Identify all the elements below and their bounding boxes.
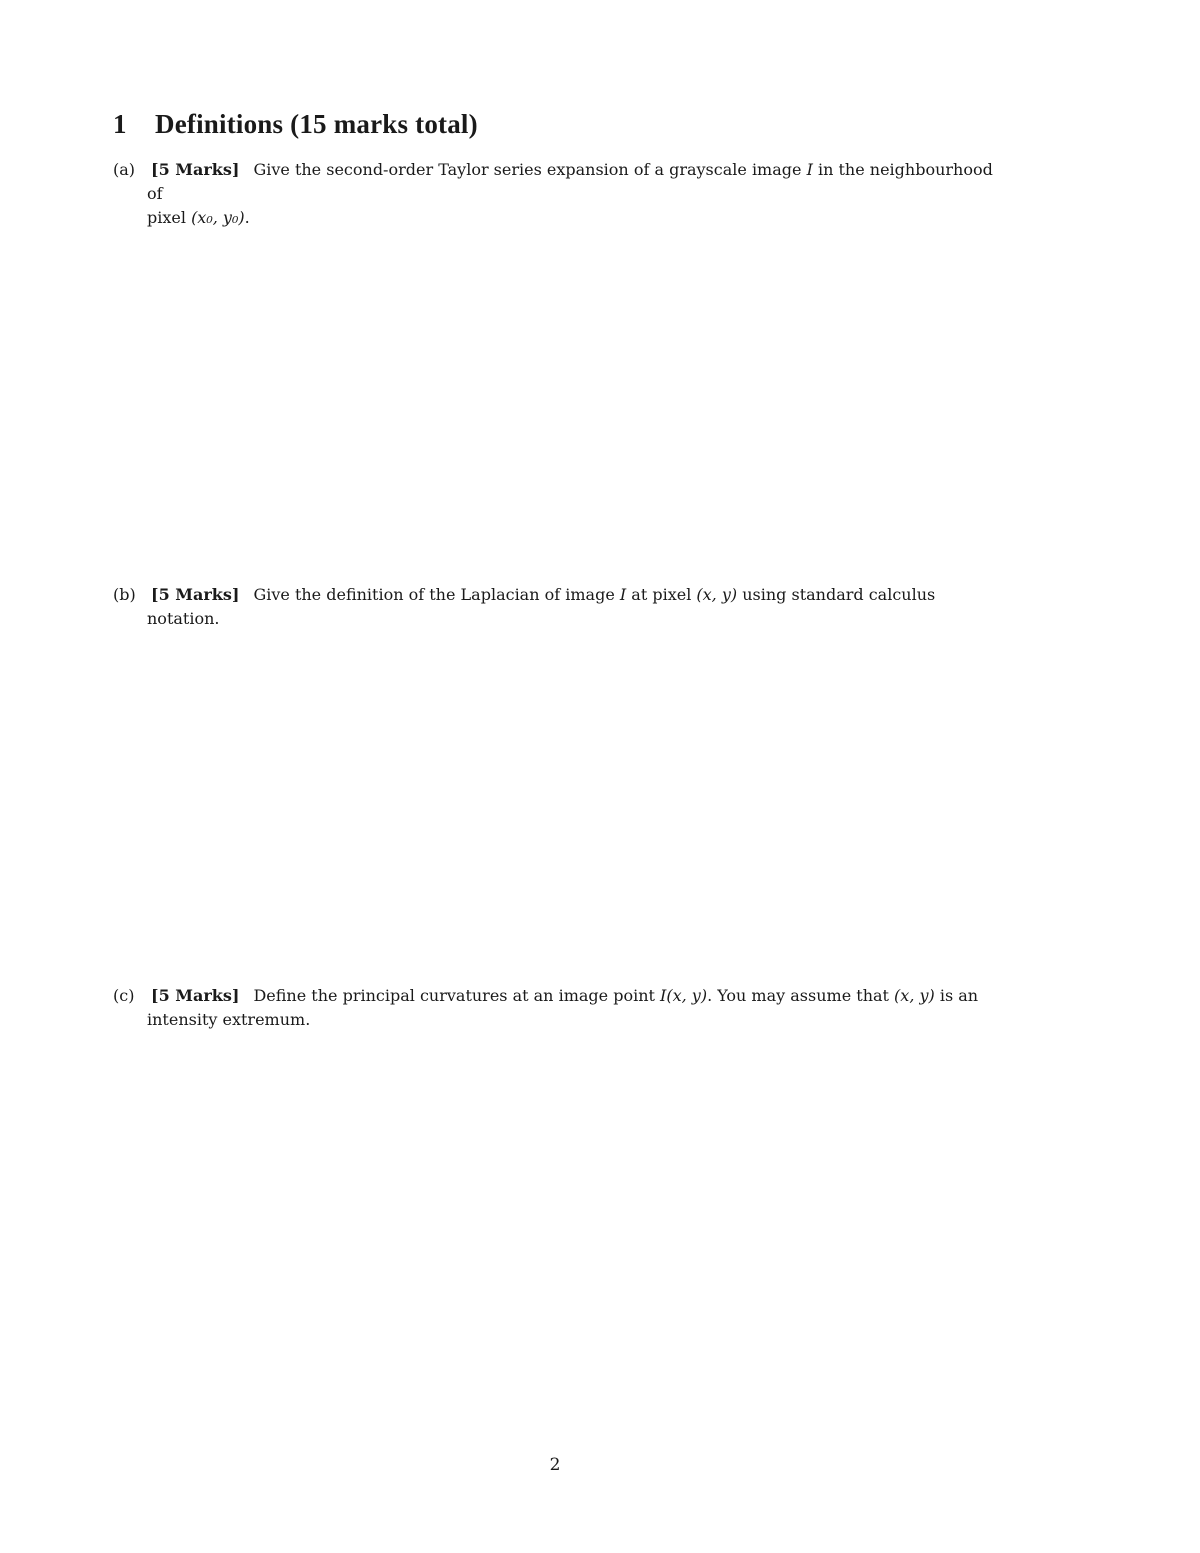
question-text-part: at pixel [626, 585, 697, 604]
question-text-part: . [244, 208, 250, 227]
math-expression: I(x, y) [660, 986, 708, 1005]
question-text-part: Define the principal curvatures at an image point [253, 986, 661, 1005]
section-number: 1 [113, 109, 127, 139]
question-text-part: in the neighbourhood of [147, 160, 993, 203]
question-text [147, 984, 1003, 1032]
math-symbol: I [619, 585, 627, 604]
question-text [147, 583, 1003, 631]
math-expression: (x, y) [894, 986, 935, 1005]
question-c [113, 984, 1003, 1032]
question-text-part: Give the second-order Taylor series expansion of a grayscale image [253, 160, 807, 179]
question-text-continuation: intensity extremum. [147, 1010, 311, 1029]
section-heading [113, 106, 478, 142]
question-text-part: is an [934, 986, 979, 1005]
question-text [147, 158, 1003, 230]
question-text-part: . You may assume that [707, 986, 895, 1005]
marks-badge: [5 Marks] [151, 585, 240, 604]
math-expression: (x, y) [696, 585, 738, 604]
math-expression: (x₀, y₀) [191, 208, 245, 227]
question-text-part: using standard calculus notation. [147, 585, 936, 628]
question-label: (a) [113, 160, 136, 179]
question-text-part: pixel [147, 208, 192, 227]
math-symbol: I [806, 160, 813, 179]
question-label: (b) [113, 585, 136, 604]
page-number: 2 [549, 1455, 561, 1475]
marks-badge: [5 Marks] [151, 160, 240, 179]
question-text-part: Give the definition of the Laplacian of image [253, 585, 620, 604]
marks-badge: [5 Marks] [151, 986, 240, 1005]
section-title: Definitions (15 marks total) [155, 109, 478, 139]
question-text-continuation [147, 206, 1003, 230]
question-b [113, 583, 1003, 631]
question-a [113, 158, 1003, 230]
question-label: (c) [113, 986, 135, 1005]
